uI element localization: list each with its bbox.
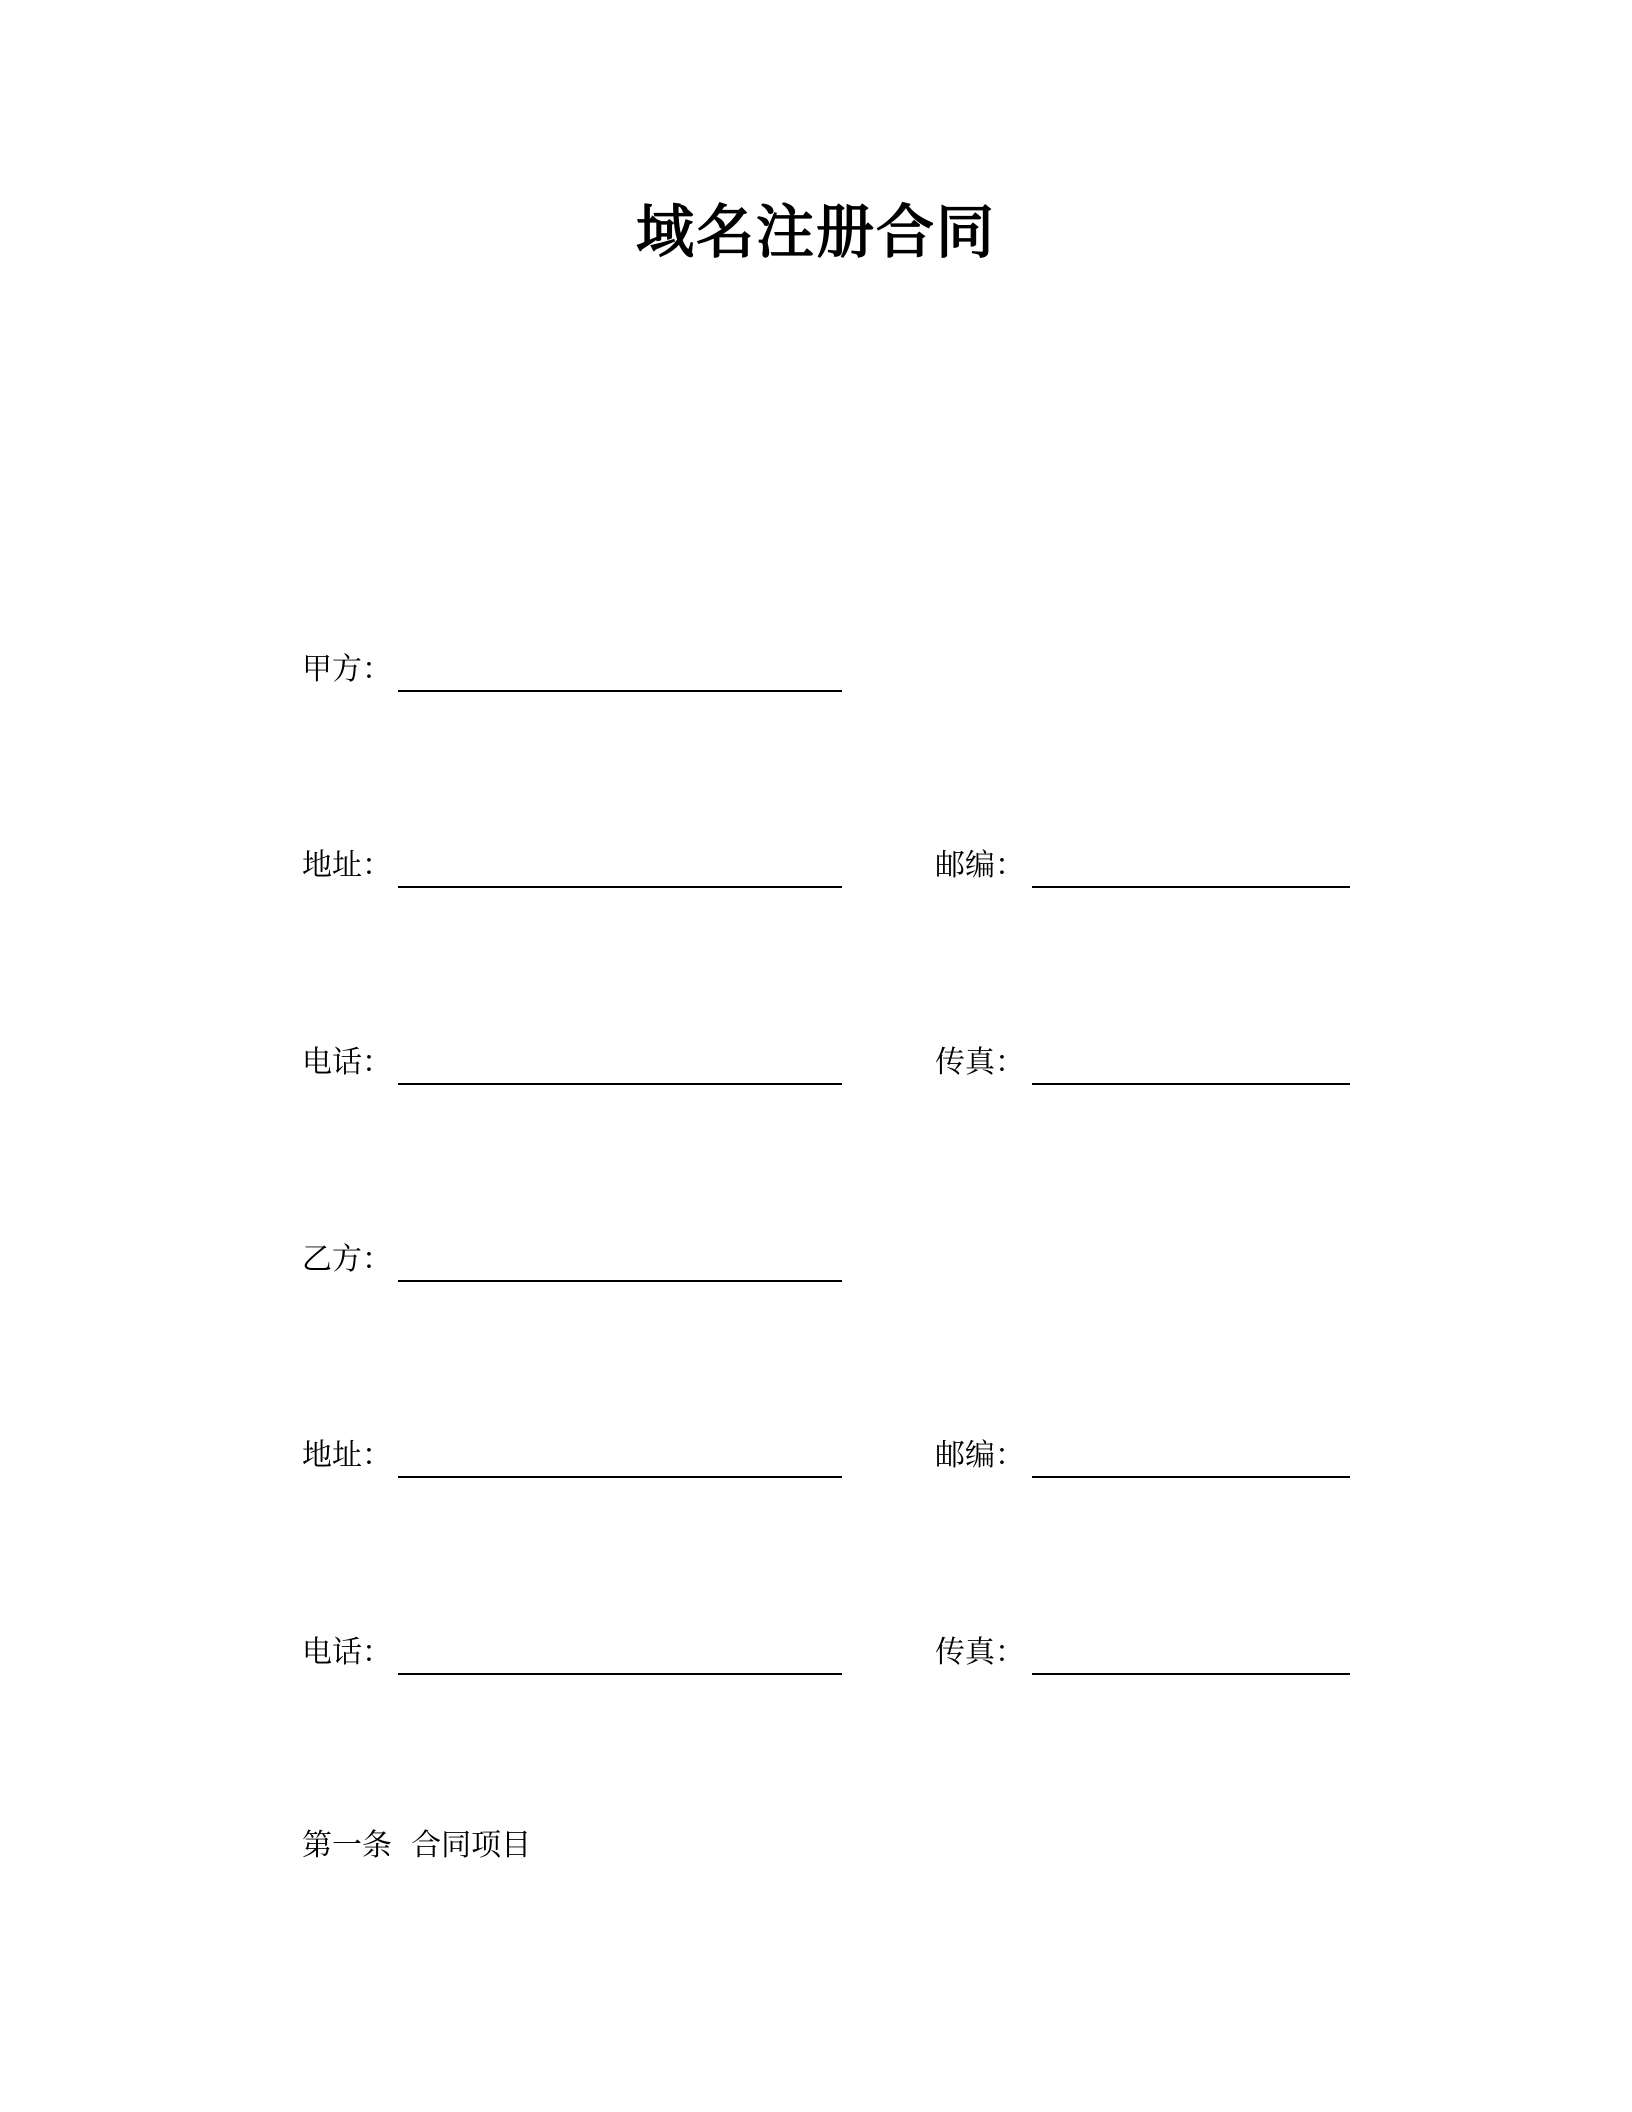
party-a-postcode-label: 邮编： <box>935 848 1025 883</box>
party-b-address-label: 地址： <box>302 1438 392 1473</box>
party-b-fax-field[interactable] <box>1032 1673 1350 1675</box>
party-b-phone-row <box>0 1633 1632 1683</box>
party-b-postcode-field[interactable] <box>1032 1476 1350 1478</box>
party-b-postcode-label: 邮编： <box>935 1438 1025 1473</box>
party-b-name-label: 乙方： <box>302 1242 392 1277</box>
party-a-phone-field[interactable] <box>398 1083 842 1085</box>
party-a-postcode-field[interactable] <box>1032 886 1350 888</box>
party-a-phone-label: 电话： <box>302 1045 392 1080</box>
party-a-address-field[interactable] <box>398 886 842 888</box>
party-a-fax-field[interactable] <box>1032 1083 1350 1085</box>
party-b-address-field[interactable] <box>398 1476 842 1478</box>
document-title: 域名注册合同 <box>635 198 996 266</box>
party-a-phone-row <box>0 1043 1632 1093</box>
party-b-fax-label: 传真： <box>935 1635 1025 1670</box>
party-b-phone-label: 电话： <box>302 1635 392 1670</box>
party-a-name-label: 甲方： <box>302 652 392 687</box>
party-a-address-label: 地址： <box>302 848 392 883</box>
party-b-address-row <box>0 1436 1632 1486</box>
party-b-name-field[interactable] <box>398 1280 842 1282</box>
party-b-name-row <box>0 1240 1632 1290</box>
party-b-phone-field[interactable] <box>398 1673 842 1675</box>
party-a-address-row <box>0 846 1632 896</box>
party-a-name-row <box>0 650 1632 700</box>
party-a-name-field[interactable] <box>398 690 842 692</box>
party-a-fax-label: 传真： <box>935 1045 1025 1080</box>
article-1-heading: 第一条 合同项目 <box>302 1828 532 1863</box>
